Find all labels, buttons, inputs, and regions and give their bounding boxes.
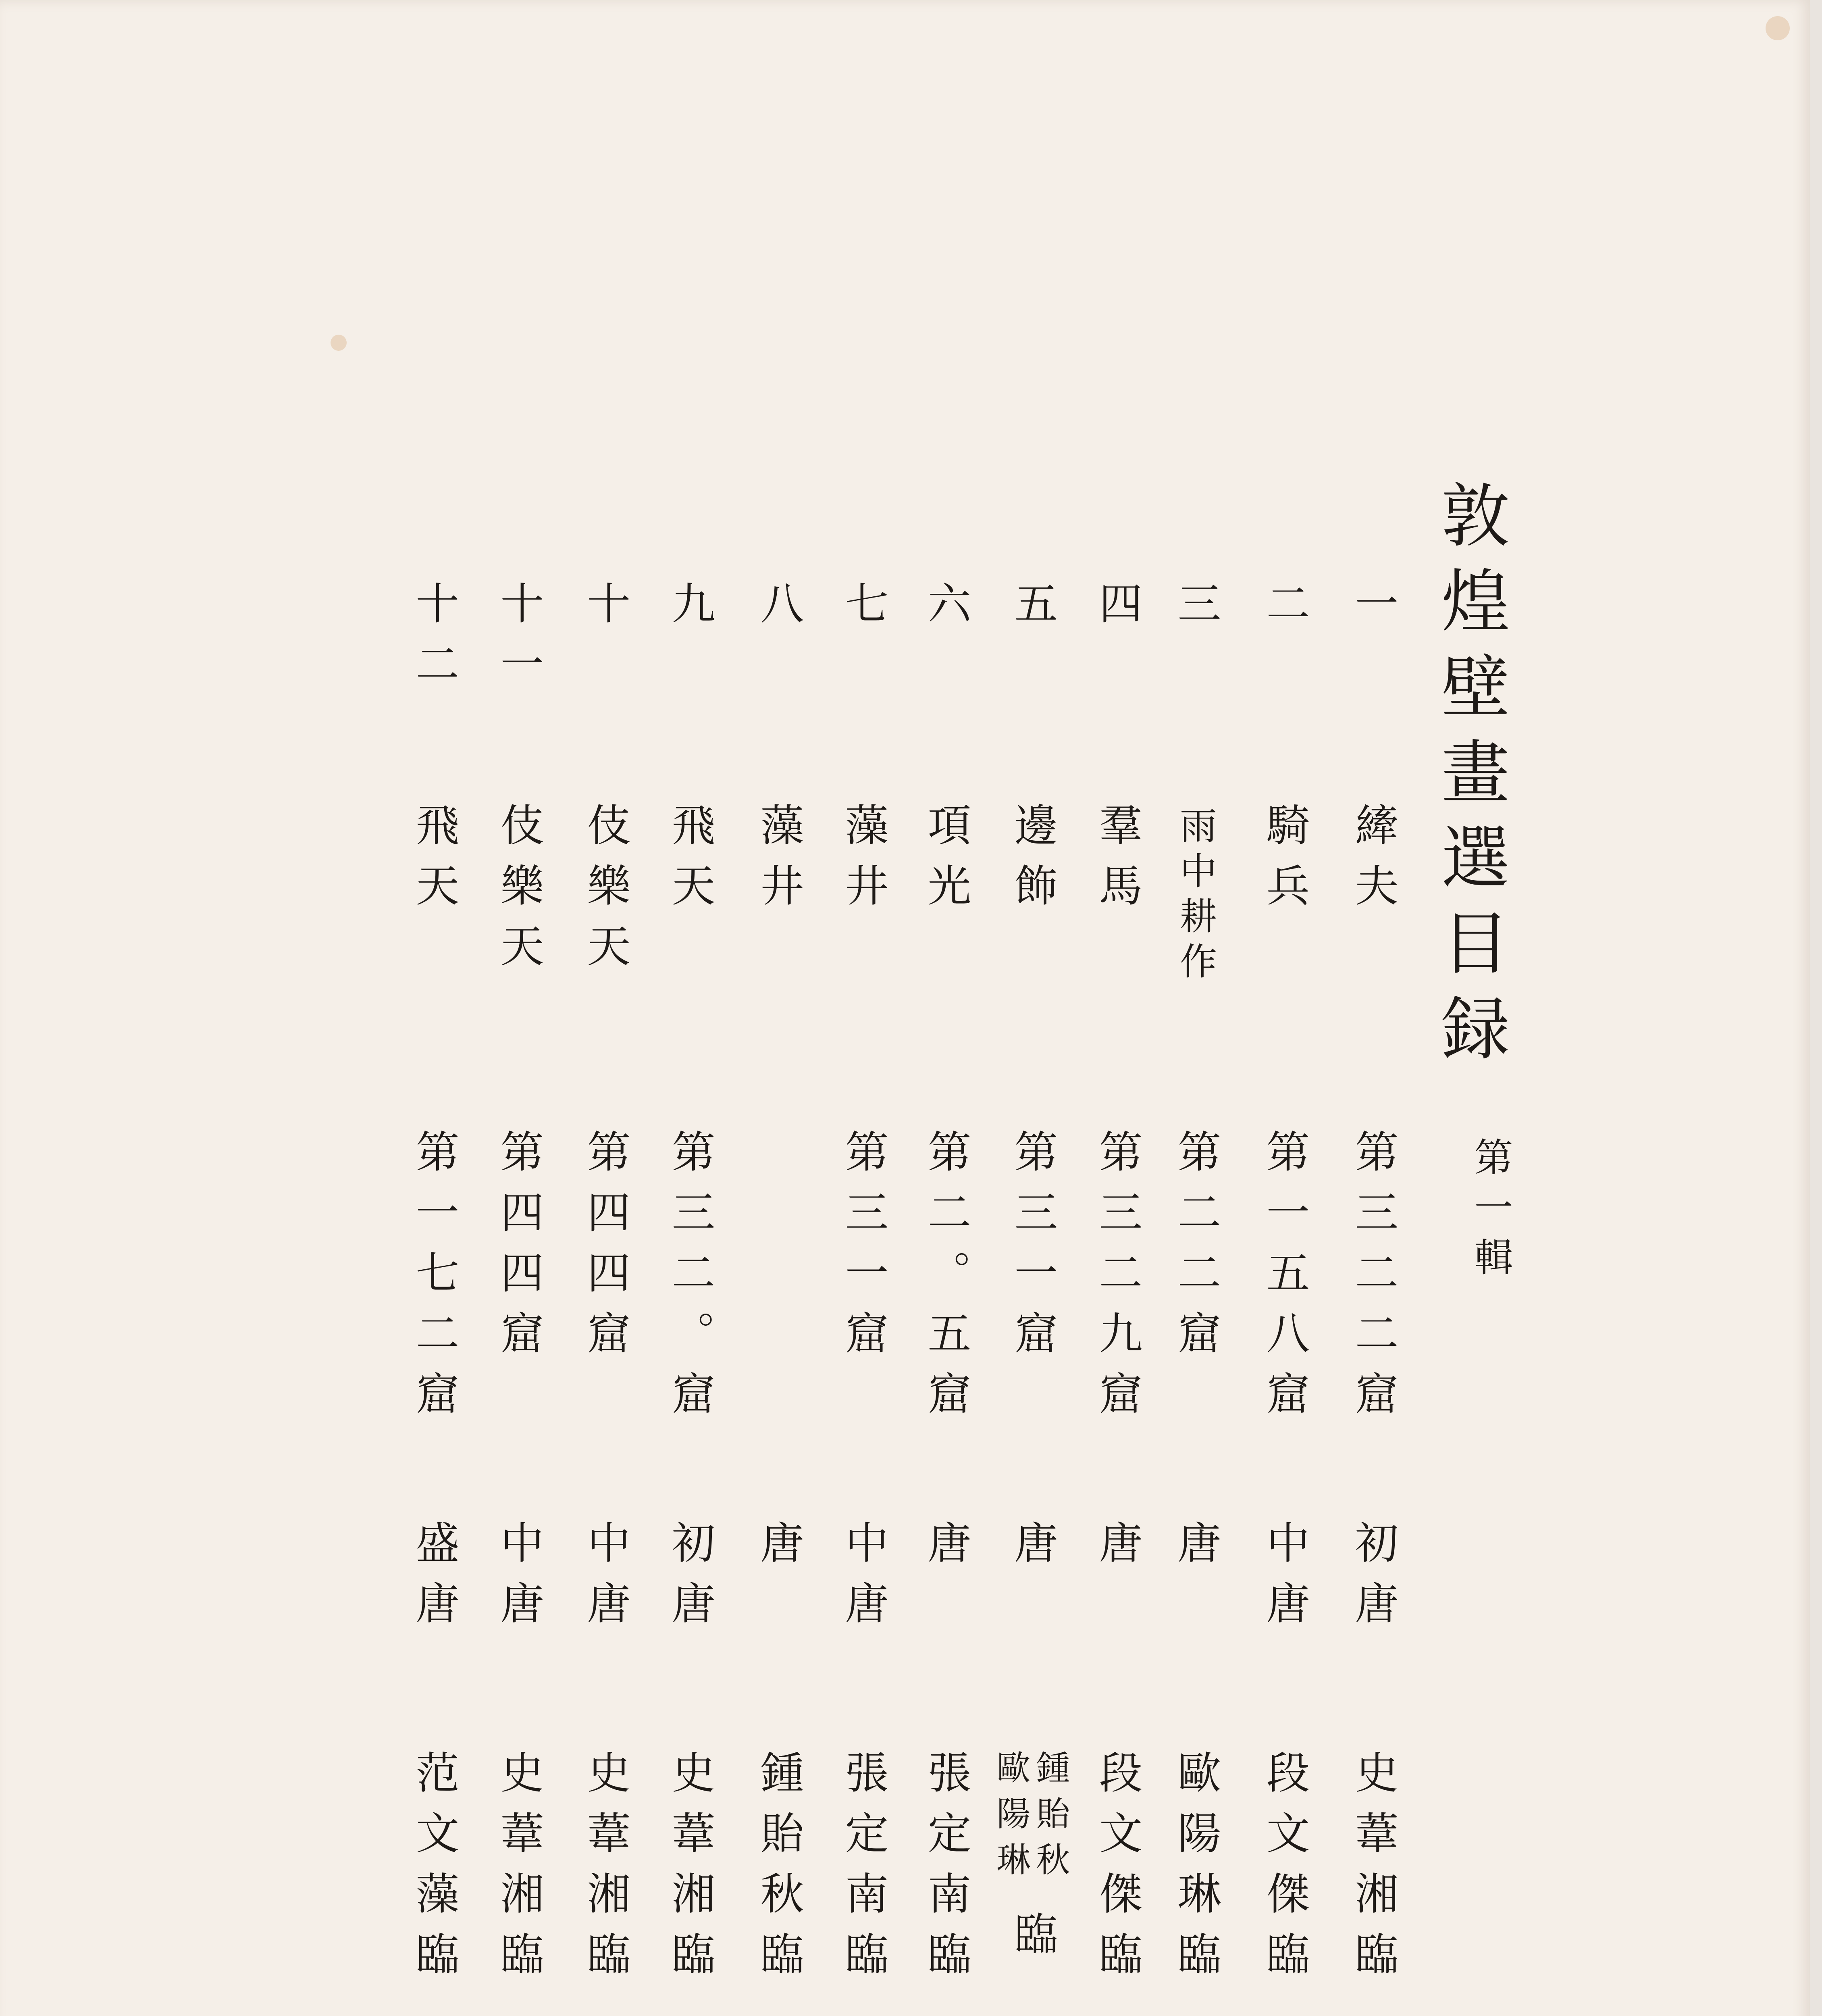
entry-cave: 第三一窟: [1007, 1129, 1057, 1371]
entry-artist: 段文傑臨: [1092, 1750, 1142, 1992]
entry-subject: 雨中耕作: [1174, 806, 1217, 987]
entry-cave: 第三二。窟: [664, 1129, 715, 1431]
entry-cave: 第三一窟: [838, 1129, 888, 1371]
entry-cave: 第一五八窟: [1259, 1129, 1309, 1431]
entry-subject: 騎兵: [1259, 802, 1309, 923]
entry-artist: 鍾貽秋: [1031, 1750, 1070, 1888]
entry-subject: 項光: [920, 802, 971, 923]
entry-artist-suffix: 臨: [1007, 1911, 1057, 1972]
entry-artist: 張定南臨: [920, 1750, 971, 1992]
entry-number: 六: [920, 581, 971, 641]
entry-cave: 第三二二窟: [1348, 1129, 1398, 1431]
entry-number: 七: [838, 581, 888, 641]
stain: [1766, 16, 1790, 40]
entry-cave: 第四四窟: [493, 1129, 543, 1371]
entry-subject: 藻井: [753, 802, 803, 923]
entry-cave: 第一七二窟: [408, 1129, 459, 1431]
entry-artist-pair: [991, 1750, 1070, 1888]
entry-cave: 第三二九窟: [1092, 1129, 1142, 1431]
entry-number: 十一: [493, 581, 543, 702]
entry-artist: 歐陽琳臨: [1170, 1750, 1221, 1992]
entry-subject: 邊飾: [1007, 802, 1057, 923]
entry-period: 唐: [1007, 1520, 1057, 1581]
entry-number: 五: [1007, 581, 1057, 641]
entry-number: 一: [1348, 581, 1398, 641]
entry-artist: 史葦湘臨: [493, 1750, 543, 1992]
entry-subject: 飛天: [664, 802, 715, 923]
entry-period: 唐: [1170, 1520, 1221, 1581]
entry-period: 唐: [920, 1520, 971, 1581]
entry-artist: 史葦湘臨: [664, 1750, 715, 1992]
entry-artist: 張定南臨: [838, 1750, 888, 1992]
entry-number: 四: [1092, 581, 1142, 641]
entry-number: 十: [580, 581, 630, 641]
entry-period: 中唐: [838, 1520, 888, 1641]
entry-period: 中唐: [1259, 1520, 1309, 1641]
entry-subject: 羣馬: [1092, 802, 1142, 923]
entry-number: 十二: [408, 581, 459, 702]
entry-number: 九: [664, 581, 715, 641]
volume-label: 第一輯: [1468, 1137, 1513, 1287]
entry-artist: 鍾貽秋臨: [753, 1750, 803, 1992]
entry-artist: 范文藻臨: [408, 1750, 459, 1992]
entry-period: 中唐: [493, 1520, 543, 1641]
page-title: 敦煌壁畫選目録: [1429, 480, 1509, 1078]
entry-subject: 飛天: [408, 802, 459, 923]
entry-period: 初唐: [1348, 1520, 1398, 1641]
entry-artist: 段文傑臨: [1259, 1750, 1309, 1992]
entry-period: 盛唐: [408, 1520, 459, 1641]
entry-subject: 伎樂天: [493, 802, 543, 984]
entry-artist: 史葦湘臨: [1348, 1750, 1398, 1992]
entry-period: 中唐: [580, 1520, 630, 1641]
entry-artist: 史葦湘臨: [580, 1750, 630, 1992]
entry-subject: 縴夫: [1348, 802, 1398, 923]
entry-cave: 第二二窟: [1170, 1129, 1221, 1371]
entry-subject: 藻井: [838, 802, 888, 923]
entry-artist: 歐陽琳: [991, 1750, 1031, 1888]
entry-number: 八: [753, 581, 803, 641]
entry-cave: 第四四窟: [580, 1129, 630, 1371]
entry-period: 唐: [1092, 1520, 1142, 1581]
entry-period: 初唐: [664, 1520, 715, 1641]
stain: [331, 335, 347, 351]
entry-subject: 伎樂天: [580, 802, 630, 984]
entry-number: 三: [1170, 581, 1221, 641]
entry-number: 二: [1259, 581, 1309, 641]
entry-period: 唐: [753, 1520, 803, 1581]
entry-cave: 第二。五窟: [920, 1129, 971, 1431]
